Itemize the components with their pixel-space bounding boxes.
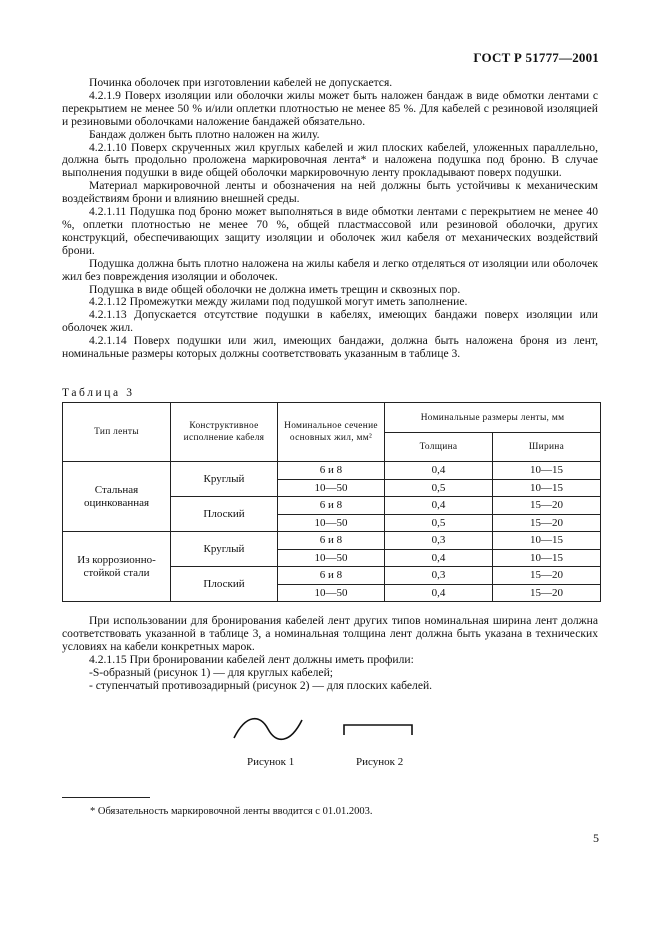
paragraph: 4.2.1.15 При бронировании кабелей лент должны иметь профили: <box>89 652 414 666</box>
list-item: -S-образный (рисунок 1) — для круглых кабелей; <box>89 665 333 679</box>
paragraph: 4.2.1.11 Подушка под броню может выполняться в виде обмотки лентами с перекрытием не менее 40 %, оплетки плотностью не менее 70 %, общей пластмассовой или резиновой оболочки, других конструкций, обеспечивающих защиту изоляции и оболочек жил кабеля от механических воздействий брони. <box>62 205 598 257</box>
cell-thickness: 0,4 <box>385 584 493 602</box>
cell-width: 15—20 <box>493 584 601 602</box>
cell-thickness: 0,5 <box>385 514 493 532</box>
cell-thickness: 0,4 <box>385 549 493 567</box>
cell-section: 10—50 <box>278 479 385 497</box>
document-header: ГОСТ Р 51777—2001 <box>473 50 599 65</box>
cell-design: Круглый <box>171 532 278 567</box>
header-section: Номинальное сечение основных жил, мм² <box>278 403 385 462</box>
header-width: Ширина <box>493 433 601 462</box>
after-table-text <box>62 615 598 692</box>
footnote-divider <box>62 797 150 798</box>
cell-width: 10—15 <box>493 462 601 480</box>
cell-width: 10—15 <box>493 549 601 567</box>
paragraph: Починка оболочек при изготовлении кабелей не допускается. <box>89 76 393 89</box>
step-profile-figure <box>342 719 414 743</box>
figure-2-caption: Рисунок 2 <box>356 756 404 768</box>
cell-section: 10—50 <box>278 549 385 567</box>
cell-width: 15—20 <box>493 514 601 532</box>
cell-section: 6 и 8 <box>278 567 385 585</box>
page-number: 5 <box>593 831 599 845</box>
cell-width: 10—15 <box>493 532 601 550</box>
figure-1-caption: Рисунок 1 <box>247 756 295 768</box>
cell-section: 6 и 8 <box>278 532 385 550</box>
cell-thickness: 0,3 <box>385 532 493 550</box>
cell-design: Круглый <box>171 462 278 497</box>
table-caption: Таблица 3 <box>62 387 135 399</box>
step-profile-line <box>344 725 412 735</box>
footnote: * Обязательность маркировочной ленты вводится с 01.01.2003. <box>90 806 373 817</box>
paragraph: 4.2.1.13 Допускается отсутствие подушки в кабелях, имеющих бандажи поверх изоляции или оболочек жил. <box>62 308 598 335</box>
cell-tape-type: Из коррозионно-стойкой стали <box>63 532 171 602</box>
paragraph: 4.2.1.12 Промежутки между жилами под подушкой могут иметь заполнение. <box>89 295 468 309</box>
paragraph: 4.2.1.9 Поверх изоляции или оболочки жилы может быть наложен бандаж в виде обмотки лентами с перекрытием не менее 50 % и/или оплетки плотностью не менее 85 %. Для кабелей с резиновой изоляцией и резиновыми оболочками наложение бандажей обязательно. <box>62 88 598 128</box>
header-tape-type: Тип ленты <box>63 403 171 462</box>
paragraph: 4.2.1.10 Поверх скрученных жил круглых кабелей и жил плоских кабелей, уложенных параллельно, должна быть продольно проложена маркировочная лента* и наложена подушка под броню. В случае выполнения подушки в виде общей оболочки маркировочную ленту прокладывают поверх подушки. <box>62 140 598 180</box>
cell-width: 15—20 <box>493 497 601 515</box>
cell-thickness: 0,3 <box>385 567 493 585</box>
cell-thickness: 0,5 <box>385 479 493 497</box>
header-thickness: Толщина <box>385 433 493 462</box>
s-profile-figure <box>232 712 304 746</box>
cell-design: Плоский <box>171 567 278 602</box>
paragraph: Материал маркировочной ленты и обозначения на ней должны быть устойчивы к механическим воздействиям брони и влиянию внешней среды. <box>62 179 598 206</box>
paragraph: Подушка должна быть плотно наложена на жилы кабеля и легко отделяться от изоляции или оболочек жил без повреждения изоляции и оболочек. <box>62 256 598 283</box>
cell-width: 10—15 <box>493 479 601 497</box>
paragraph: Бандаж должен быть плотно наложен на жилу. <box>89 127 320 141</box>
table-3 <box>62 402 601 602</box>
paragraph: Подушка в виде общей оболочки не должна иметь трещин и сквозных пор. <box>89 282 461 296</box>
cell-section: 6 и 8 <box>278 497 385 515</box>
cell-width: 15—20 <box>493 567 601 585</box>
cell-section: 6 и 8 <box>278 462 385 480</box>
cell-section: 10—50 <box>278 584 385 602</box>
s-profile-curve <box>234 719 302 740</box>
cell-section: 10—50 <box>278 514 385 532</box>
body-text <box>62 77 598 361</box>
cell-design: Плоский <box>171 497 278 532</box>
list-item: - ступенчатый противозадирный (рисунок 2) — для плоских кабелей. <box>89 678 433 692</box>
header-design: Конструктивное исполнение кабеля <box>171 403 278 462</box>
cell-tape-type: Стальная оцинкованная <box>63 462 171 532</box>
paragraph: 4.2.1.14 Поверх подушки или жил, имеющих бандажи, должна быть наложена броня из лент, номинальные размеры которых должны соответствовать указанным в таблице 3. <box>62 334 598 361</box>
cell-thickness: 0,4 <box>385 497 493 515</box>
header-dimensions: Номинальные размеры ленты, мм <box>385 403 601 433</box>
cell-thickness: 0,4 <box>385 462 493 480</box>
paragraph: При использовании для бронирования кабелей лент других типов номинальная ширина лент должна соответствовать указанной в таблице 3, а номинальная толщина лент должна быть указана в технических условиях на кабели конкретных марок. <box>62 614 598 653</box>
